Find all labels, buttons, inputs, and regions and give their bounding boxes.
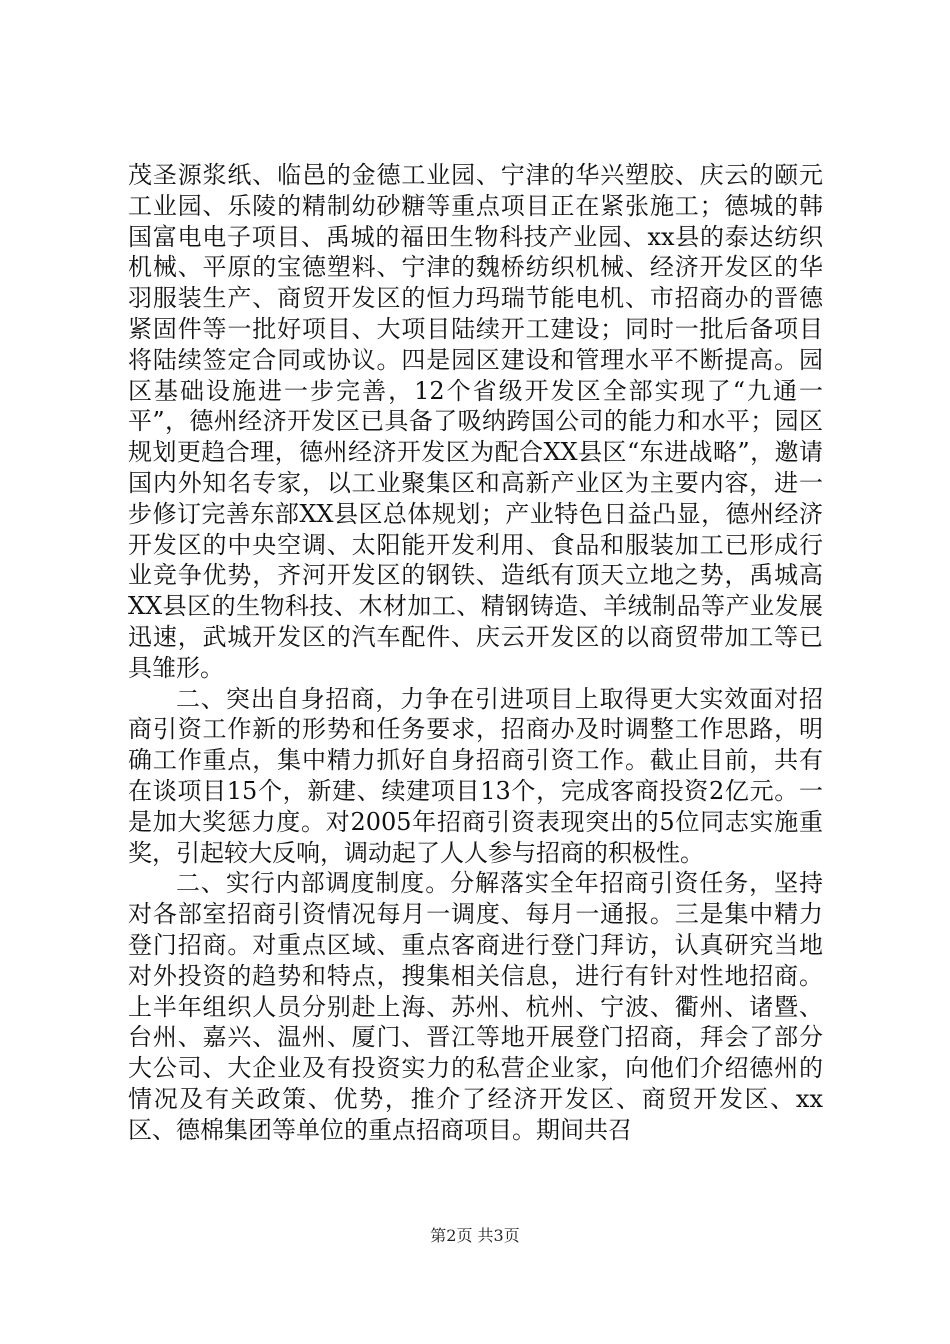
document-body <box>128 160 823 1146</box>
page-number-footer: 第2页 共3页 <box>430 1226 520 1245</box>
paragraph-internal-scheduling: 二、实行内部调度制度。分解落实全年招商引资任务，坚持对各部室招商引资情况每月一调度、每月一通报。三是集中精力登门招商。对重点区域、重点客商进行登门拜访，认真研究当地对外投资的趋势和特点，搜集相关信息，进行有针对性地招商。上半年组织人员分别赴上海、苏州、杭州、宁波、衢州、诸暨、台州、嘉兴、温州、厦门、晋江等地开展登门招商，拜会了部分大公司、大企业及有投资实力的私营企业家，向他们介绍德州的情况及有关政策、优势，推介了经济开发区、商贸开发区、xx区、德棉集团等单位的重点招商项目。期间共召 <box>128 869 823 1144</box>
paragraph-self-investment: 二、突出自身招商，力争在引进项目上取得更大实效面对招商引资工作新的形势和任务要求，招商办及时调整工作思路，明确工作重点，集中精力抓好自身招商引资工作。截止目前，共有在谈项目15个，新建、续建项目13个，完成客商投资2亿元。一是加大奖惩力度。对2005年招商引资表现突出的5位同志实施重奖，引起较大反响，调动起了人人参与招商的积极性。 <box>128 684 823 867</box>
paragraph-continuation: 茂圣源浆纸、临邑的金德工业园、宁津的华兴塑胶、庆云的颐元工业园、乐陵的精制幼砂糖等重点项目正在紧张施工；德城的韩国富电电子项目、禹城的福田生物科技产业园、xx县的泰达纺织机械、平原的宝德塑料、宁津的魏桥纺织机械、经济开发区的华羽服装生产、商贸开发区的恒力玛瑞节能电机、市招商办的晋德紧固件等一批好项目、大项目陆续开工建设；同时一批后备项目将陆续签定合同或协议。四是园区建设和管理水平不断提高。园区基础设施进一步完善，12个省级开发区全部实现了“九通一平”，德州经济开发区已具备了吸纳跨国公司的能力和水平；园区规划更趋合理，德州经济开发区为配合XX县区“东进战略”，邀请国内外知名专家，以工业聚集区和高新产业区为主要内容，进一步修订完善东部XX县区总体规划；产业特色日益凸显，德州经济开发区的中央空调、太阳能开发利用、食品和服装加工已形成行业竞争优势，齐河开发区的钢铁、造纸有顶天立地之势，禹城高XX县区的生物科技、木材加工、精钢铸造、羊绒制品等产业发展迅速，武城开发区的汽车配件、庆云开发区的以商贸带加工等已具雏形。 <box>128 161 823 682</box>
